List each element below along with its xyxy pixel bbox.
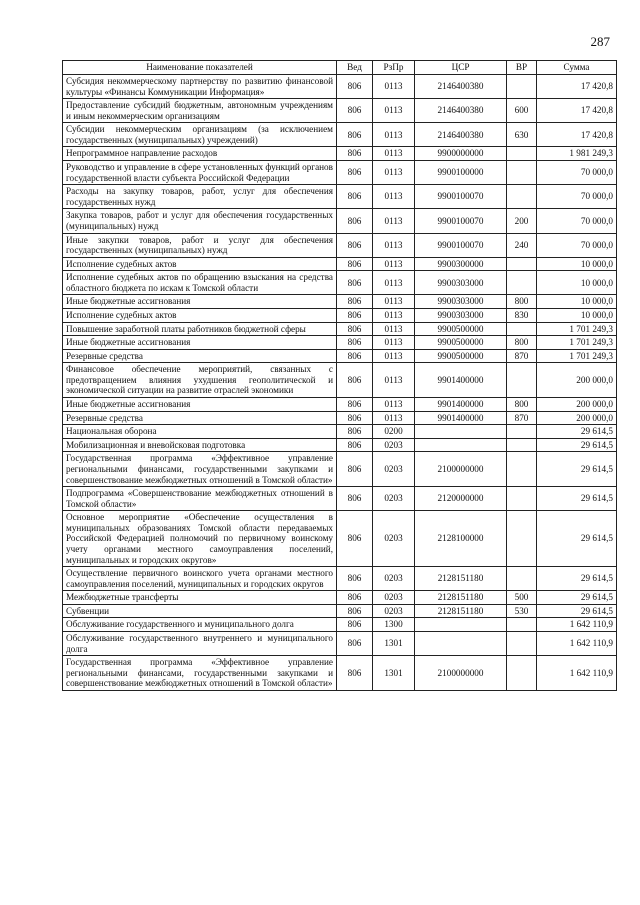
cell-ved: 806	[337, 147, 373, 161]
cell-name: Иные бюджетные ассигнования	[63, 336, 337, 350]
cell-ved: 806	[337, 656, 373, 691]
cell-name: Исполнение судебных актов по обращению взыскания на средства областного бюджета по искам к Томской области	[63, 271, 337, 295]
cell-name: Предоставление субсидий бюджетным, автономным учреждениям и иным некоммерческим организациям	[63, 99, 337, 123]
cell-rzpr: 0203	[373, 591, 415, 605]
cell-ved: 806	[337, 233, 373, 257]
cell-vr	[507, 511, 537, 567]
cell-sum: 29 614,5	[537, 425, 617, 439]
cell-name: Подпрограмма «Совершенствование межбюджетных отношений в Томской области»	[63, 487, 337, 511]
cell-sum: 29 614,5	[537, 511, 617, 567]
cell-rzpr: 0113	[373, 349, 415, 363]
cell-ved: 806	[337, 336, 373, 350]
cell-csr	[415, 438, 507, 452]
table-row	[63, 99, 617, 123]
cell-vr: 800	[507, 398, 537, 412]
cell-sum: 1 701 249,3	[537, 349, 617, 363]
cell-sum: 70 000,0	[537, 233, 617, 257]
cell-ved: 806	[337, 438, 373, 452]
cell-sum: 10 000,0	[537, 308, 617, 322]
header-vr: ВР	[507, 61, 537, 75]
cell-name: Субсидия некоммерческому партнерству по развитию финансовой культуры «Финансы Коммуникации Информация»	[63, 75, 337, 99]
table-row	[63, 209, 617, 233]
cell-vr	[507, 257, 537, 271]
cell-sum: 17 420,8	[537, 123, 617, 147]
cell-rzpr: 0203	[373, 604, 415, 618]
cell-vr	[507, 322, 537, 336]
cell-csr: 2146400380	[415, 99, 507, 123]
cell-sum: 29 614,5	[537, 487, 617, 511]
cell-rzpr: 0113	[373, 398, 415, 412]
cell-csr: 9900303000	[415, 308, 507, 322]
cell-csr: 9900300000	[415, 257, 507, 271]
cell-sum: 70 000,0	[537, 185, 617, 209]
cell-ved: 806	[337, 567, 373, 591]
cell-sum: 200 000,0	[537, 398, 617, 412]
cell-rzpr: 0113	[373, 233, 415, 257]
header-sum: Сумма	[537, 61, 617, 75]
cell-vr	[507, 161, 537, 185]
cell-rzpr: 0113	[373, 161, 415, 185]
table-row	[63, 233, 617, 257]
table-row	[63, 349, 617, 363]
cell-name: Обслуживание государственного и муниципального долга	[63, 618, 337, 632]
cell-vr	[507, 75, 537, 99]
cell-vr: 500	[507, 591, 537, 605]
cell-rzpr: 0113	[373, 336, 415, 350]
cell-ved: 806	[337, 161, 373, 185]
cell-ved: 806	[337, 487, 373, 511]
cell-rzpr: 0203	[373, 438, 415, 452]
cell-csr	[415, 425, 507, 439]
cell-name: Субсидии некоммерческим организациям (за исключением государственных (муниципальных) учреждений)	[63, 123, 337, 147]
cell-sum: 17 420,8	[537, 75, 617, 99]
cell-ved: 806	[337, 632, 373, 656]
cell-rzpr: 0203	[373, 487, 415, 511]
cell-csr: 2100000000	[415, 452, 507, 487]
cell-ved: 806	[337, 511, 373, 567]
cell-vr: 200	[507, 209, 537, 233]
cell-ved: 806	[337, 604, 373, 618]
cell-sum: 17 420,8	[537, 99, 617, 123]
cell-sum: 10 000,0	[537, 295, 617, 309]
cell-csr: 9900500000	[415, 322, 507, 336]
cell-rzpr: 0113	[373, 257, 415, 271]
cell-ved: 806	[337, 99, 373, 123]
cell-rzpr: 0113	[373, 75, 415, 99]
cell-csr: 9900100070	[415, 185, 507, 209]
table-row	[63, 257, 617, 271]
cell-csr: 9900303000	[415, 295, 507, 309]
cell-name: Резервные средства	[63, 349, 337, 363]
cell-csr: 2128100000	[415, 511, 507, 567]
cell-vr: 240	[507, 233, 537, 257]
cell-sum: 200 000,0	[537, 411, 617, 425]
cell-vr: 870	[507, 349, 537, 363]
cell-csr	[415, 618, 507, 632]
cell-ved: 806	[337, 398, 373, 412]
cell-ved: 806	[337, 411, 373, 425]
table-row	[63, 618, 617, 632]
cell-rzpr: 0113	[373, 411, 415, 425]
cell-ved: 806	[337, 295, 373, 309]
cell-name: Государственная программа «Эффективное управление региональными финансами, государственными закупками и совершенствование межбюджетных отношений в Томской области»	[63, 452, 337, 487]
cell-name: Мобилизационная и вневойсковая подготовка	[63, 438, 337, 452]
header-name: Наименование показателей	[63, 61, 337, 75]
header-ved: Вед	[337, 61, 373, 75]
cell-name: Иные бюджетные ассигнования	[63, 295, 337, 309]
cell-csr: 2146400380	[415, 75, 507, 99]
cell-sum: 29 614,5	[537, 438, 617, 452]
cell-csr: 2120000000	[415, 487, 507, 511]
cell-name: Непрограммное направление расходов	[63, 147, 337, 161]
cell-sum: 1 642 110,9	[537, 656, 617, 691]
table-header-row	[63, 61, 617, 75]
cell-ved: 806	[337, 452, 373, 487]
cell-sum: 70 000,0	[537, 161, 617, 185]
cell-vr	[507, 271, 537, 295]
table-row	[63, 336, 617, 350]
cell-name: Расходы на закупку товаров, работ, услуг для обеспечения государственных нужд	[63, 185, 337, 209]
cell-csr	[415, 632, 507, 656]
cell-rzpr: 0113	[373, 271, 415, 295]
cell-vr	[507, 632, 537, 656]
cell-sum: 1 642 110,9	[537, 632, 617, 656]
cell-vr: 600	[507, 99, 537, 123]
cell-csr: 9901400000	[415, 398, 507, 412]
cell-vr	[507, 147, 537, 161]
cell-ved: 806	[337, 75, 373, 99]
cell-sum: 1 642 110,9	[537, 618, 617, 632]
table-row	[63, 185, 617, 209]
cell-sum: 1 701 249,3	[537, 322, 617, 336]
cell-rzpr: 1300	[373, 618, 415, 632]
cell-ved: 806	[337, 363, 373, 398]
cell-vr: 800	[507, 295, 537, 309]
table-row	[63, 411, 617, 425]
cell-ved: 806	[337, 185, 373, 209]
cell-name: Иные бюджетные ассигнования	[63, 398, 337, 412]
cell-name: Национальная оборона	[63, 425, 337, 439]
table-row	[63, 363, 617, 398]
cell-vr	[507, 363, 537, 398]
cell-rzpr: 0203	[373, 511, 415, 567]
cell-csr: 9900100070	[415, 209, 507, 233]
table-row	[63, 398, 617, 412]
table-row	[63, 123, 617, 147]
cell-rzpr: 0203	[373, 567, 415, 591]
cell-rzpr: 0113	[373, 209, 415, 233]
cell-name: Исполнение судебных актов	[63, 257, 337, 271]
cell-name: Резервные средства	[63, 411, 337, 425]
cell-ved: 806	[337, 349, 373, 363]
cell-sum: 1 701 249,3	[537, 336, 617, 350]
cell-sum: 200 000,0	[537, 363, 617, 398]
cell-csr: 9900000000	[415, 147, 507, 161]
table-row	[63, 425, 617, 439]
cell-ved: 806	[337, 209, 373, 233]
cell-rzpr: 0113	[373, 123, 415, 147]
table-row	[63, 632, 617, 656]
cell-ved: 806	[337, 257, 373, 271]
cell-vr	[507, 567, 537, 591]
cell-name: Субвенции	[63, 604, 337, 618]
cell-rzpr: 0113	[373, 185, 415, 209]
cell-rzpr: 1301	[373, 632, 415, 656]
table-row	[63, 308, 617, 322]
budget-table	[62, 60, 617, 691]
cell-csr: 2128151180	[415, 591, 507, 605]
cell-vr: 630	[507, 123, 537, 147]
cell-csr: 2128151180	[415, 567, 507, 591]
cell-vr: 870	[507, 411, 537, 425]
cell-vr	[507, 452, 537, 487]
cell-csr: 9900100000	[415, 161, 507, 185]
cell-sum: 70 000,0	[537, 209, 617, 233]
cell-name: Межбюджетные трансферты	[63, 591, 337, 605]
table-row	[63, 271, 617, 295]
cell-vr: 800	[507, 336, 537, 350]
cell-sum: 1 981 249,3	[537, 147, 617, 161]
cell-csr: 2146400380	[415, 123, 507, 147]
cell-csr: 9901400000	[415, 363, 507, 398]
cell-sum: 10 000,0	[537, 257, 617, 271]
cell-rzpr: 0113	[373, 322, 415, 336]
cell-name: Повышение заработной платы работников бюджетной сферы	[63, 322, 337, 336]
cell-rzpr: 0113	[373, 308, 415, 322]
cell-rzpr: 0113	[373, 295, 415, 309]
header-csr: ЦСР	[415, 61, 507, 75]
cell-name: Государственная программа «Эффективное управление региональными финансами, государственными закупками и совершенствование межбюджетных отношений в Томской области»	[63, 656, 337, 691]
cell-rzpr: 0113	[373, 363, 415, 398]
cell-name: Обслуживание государственного внутреннего и муниципального долга	[63, 632, 337, 656]
table-row	[63, 438, 617, 452]
cell-ved: 806	[337, 322, 373, 336]
cell-ved: 806	[337, 591, 373, 605]
cell-csr: 9900500000	[415, 336, 507, 350]
table-row	[63, 511, 617, 567]
table-row	[63, 452, 617, 487]
cell-vr: 530	[507, 604, 537, 618]
table-row	[63, 147, 617, 161]
table-row	[63, 161, 617, 185]
cell-sum: 10 000,0	[537, 271, 617, 295]
table-row	[63, 295, 617, 309]
cell-csr: 9900500000	[415, 349, 507, 363]
cell-name: Основное мероприятие «Обеспечение осуществления в муниципальных образованиях Томской области передаваемых Российской Федерацией полномочий по первичному воинскому учету органами местного самоуправления поселений, муниципальных и городских округов»	[63, 511, 337, 567]
table-row	[63, 75, 617, 99]
cell-name: Иные закупки товаров, работ и услуг для обеспечения государственных (муниципальных) нужд	[63, 233, 337, 257]
cell-vr: 830	[507, 308, 537, 322]
cell-rzpr: 1301	[373, 656, 415, 691]
cell-csr: 9900100070	[415, 233, 507, 257]
cell-ved: 806	[337, 425, 373, 439]
cell-csr: 9901400000	[415, 411, 507, 425]
cell-sum: 29 614,5	[537, 452, 617, 487]
cell-csr: 9900303000	[415, 271, 507, 295]
page-number: 287	[590, 34, 610, 49]
cell-csr: 2100000000	[415, 656, 507, 691]
table-row	[63, 567, 617, 591]
table-row	[63, 322, 617, 336]
cell-ved: 806	[337, 308, 373, 322]
cell-name: Руководство и управление в сфере установленных функций органов государственной власти субъекта Российской Федерации	[63, 161, 337, 185]
cell-name: Закупка товаров, работ и услуг для обеспечения государственных (муниципальных) нужд	[63, 209, 337, 233]
cell-vr	[507, 656, 537, 691]
table-row	[63, 591, 617, 605]
cell-rzpr: 0113	[373, 147, 415, 161]
cell-vr	[507, 438, 537, 452]
cell-ved: 806	[337, 123, 373, 147]
cell-vr	[507, 618, 537, 632]
cell-ved: 806	[337, 618, 373, 632]
cell-vr	[507, 425, 537, 439]
cell-rzpr: 0113	[373, 99, 415, 123]
table-row	[63, 604, 617, 618]
table-row	[63, 487, 617, 511]
cell-name: Исполнение судебных актов	[63, 308, 337, 322]
cell-ved: 806	[337, 271, 373, 295]
cell-rzpr: 0203	[373, 452, 415, 487]
cell-sum: 29 614,5	[537, 567, 617, 591]
table-row	[63, 656, 617, 691]
cell-name: Осуществление первичного воинского учета органами местного самоуправления поселений, муниципальных и городских округов	[63, 567, 337, 591]
cell-name: Финансовое обеспечение мероприятий, связанных с предотвращением влияния ухудшения геополитической и экономической ситуации на развитие отраслей экономики	[63, 363, 337, 398]
cell-vr	[507, 487, 537, 511]
cell-csr: 2128151180	[415, 604, 507, 618]
cell-vr	[507, 185, 537, 209]
cell-rzpr: 0200	[373, 425, 415, 439]
header-rzpr: РзПр	[373, 61, 415, 75]
cell-sum: 29 614,5	[537, 591, 617, 605]
cell-sum: 29 614,5	[537, 604, 617, 618]
